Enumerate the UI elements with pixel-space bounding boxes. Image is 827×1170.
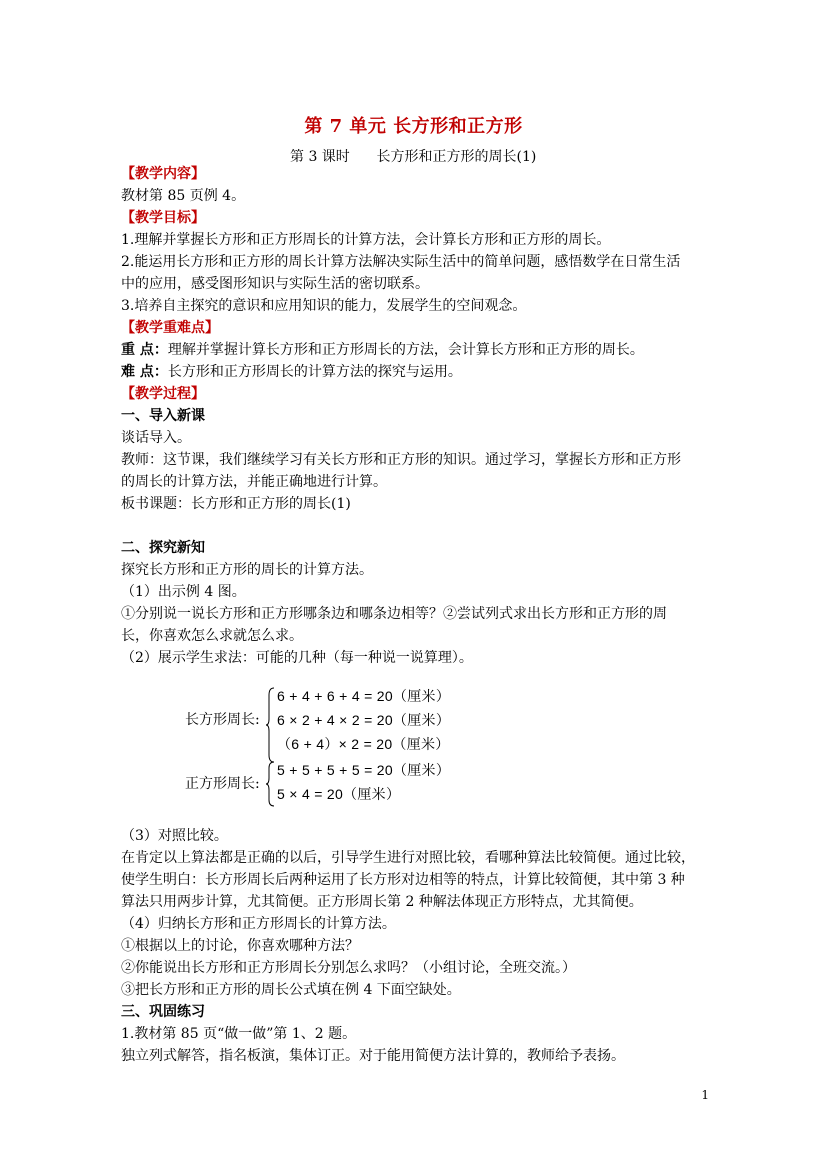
part2-line: （3）对照比较。 (121, 828, 228, 844)
perimeter-formulas (121, 679, 711, 819)
key-label: 重 点： (121, 342, 168, 358)
part2-line: ①分别说一说长方形和正方形哪条边和哪条边相等？②尝试列式求出长方形和正方形的周 (121, 606, 667, 622)
key-point (121, 339, 711, 361)
rect-formula-1: 6 + 4 + 6 + 4 = 20（厘米） (277, 688, 451, 704)
goal-3: 3.培养自主探究的意识和应用知识的能力，发展学生的空间观念。 (121, 298, 527, 314)
keypoints-heading: 【教学重难点】 (121, 320, 219, 336)
square-formula-1: 5 + 5 + 5 + 5 = 20（厘米） (277, 762, 451, 778)
part2-line: ③把长方形和正方形的周长公式填在例 4 下面空缺处。 (121, 982, 461, 998)
part2-line: 使学生明白：长方形周长后两种运用了长方形对边相等的特点，计算比较简便，其中第 3 种 (121, 872, 685, 888)
part2-line: 在肯定以上算法都是正确的以后，引导学生进行对照比较，看哪种算法比较简便。通过比较， (121, 850, 695, 866)
content-heading: 【教学内容】 (121, 166, 205, 182)
square-brace-icon (267, 761, 275, 807)
key-text: 理解并掌握计算长方形和正方形周长的方法，会计算长方形和正方形的周长。 (167, 342, 644, 358)
part1-heading: 一、导入新课 (121, 408, 205, 424)
square-perimeter-label: 正方形周长: (185, 776, 260, 792)
square-formula-2: 5 × 4 = 20（厘米） (277, 786, 401, 802)
part2-line: ①根据以上的讨论，你喜欢哪种方法？ (121, 938, 359, 954)
part1-line: 教师：这节课，我们继续学习有关长方形和正方形的知识。通过学习，掌握长方形和正方形 (121, 452, 681, 468)
rect-formula-3: （6 + 4）× 2 = 20（厘米） (277, 736, 450, 752)
page-number: 1 (701, 1088, 709, 1102)
part3-line: 1.教材第 85 页“做一做”第 1、2 题。 (121, 1026, 357, 1042)
part3-heading: 三、巩固练习 (121, 1004, 205, 1020)
content-text: 教材第 85 页例 4。 (121, 188, 246, 204)
part2-line: 算法只用两步计算，尤其简便。正方形周长第 2 种解法体现正方形特点，尤其简便。 (121, 894, 643, 910)
part1-line: 谈话导入。 (121, 430, 191, 446)
goal-1: 1.理解并掌握长方形和正方形周长的计算方法，会计算长方形和正方形的周长。 (121, 232, 611, 248)
lesson-body (121, 163, 711, 1067)
difficulty-point (121, 361, 711, 383)
part2-line: 长，你喜欢怎么求就怎么求。 (121, 628, 303, 644)
part2-line: （2）展示学生求法：可能的几种（每一种说一说算理）。 (121, 650, 473, 666)
goal-2a: 2.能运用长方形和正方形的周长计算方法解决实际生活中的简单问题，感悟数学在日常生活 (121, 254, 681, 270)
process-heading: 【教学过程】 (121, 386, 205, 402)
diff-text: 长方形和正方形周长的计算方法的探究与运用。 (167, 364, 462, 380)
part3-line: 独立列式解答，指名板演，集体订正。对于能用简便方法计算的，教师给予表扬。 (121, 1048, 625, 1064)
part1-line: 板书课题：长方形和正方形的周长(1) (121, 496, 351, 512)
part1-line: 的周长的计算方法，并能正确地进行计算。 (121, 474, 387, 490)
rect-perimeter-label: 长方形周长: (185, 712, 260, 728)
page-title: 第 7 单元 长方形和正方形 (304, 116, 523, 137)
diff-label: 难 点： (121, 364, 168, 380)
lesson-subtitle: 第 3 课时 长方形和正方形的周长(1) (290, 149, 537, 165)
part2-line: 探究长方形和正方形的周长的计算方法。 (121, 562, 373, 578)
goal-2b: 中的应用，感受图形知识与实际生活的密切联系。 (121, 276, 429, 292)
goals-heading: 【教学目标】 (121, 210, 205, 226)
part2-heading: 二、探究新知 (121, 540, 205, 556)
part2-line: （1）出示例 4 图。 (121, 584, 246, 600)
rect-formula-2: 6 × 2 + 4 × 2 = 20（厘米） (277, 712, 451, 728)
rect-brace-icon (267, 687, 275, 763)
part2-line: （4）归纳长方形和正方形周长的计算方法。 (121, 916, 396, 932)
part2-line: ②你能说出长方形和正方形周长分别怎么求吗？（小组讨论，全班交流。） (121, 960, 576, 976)
